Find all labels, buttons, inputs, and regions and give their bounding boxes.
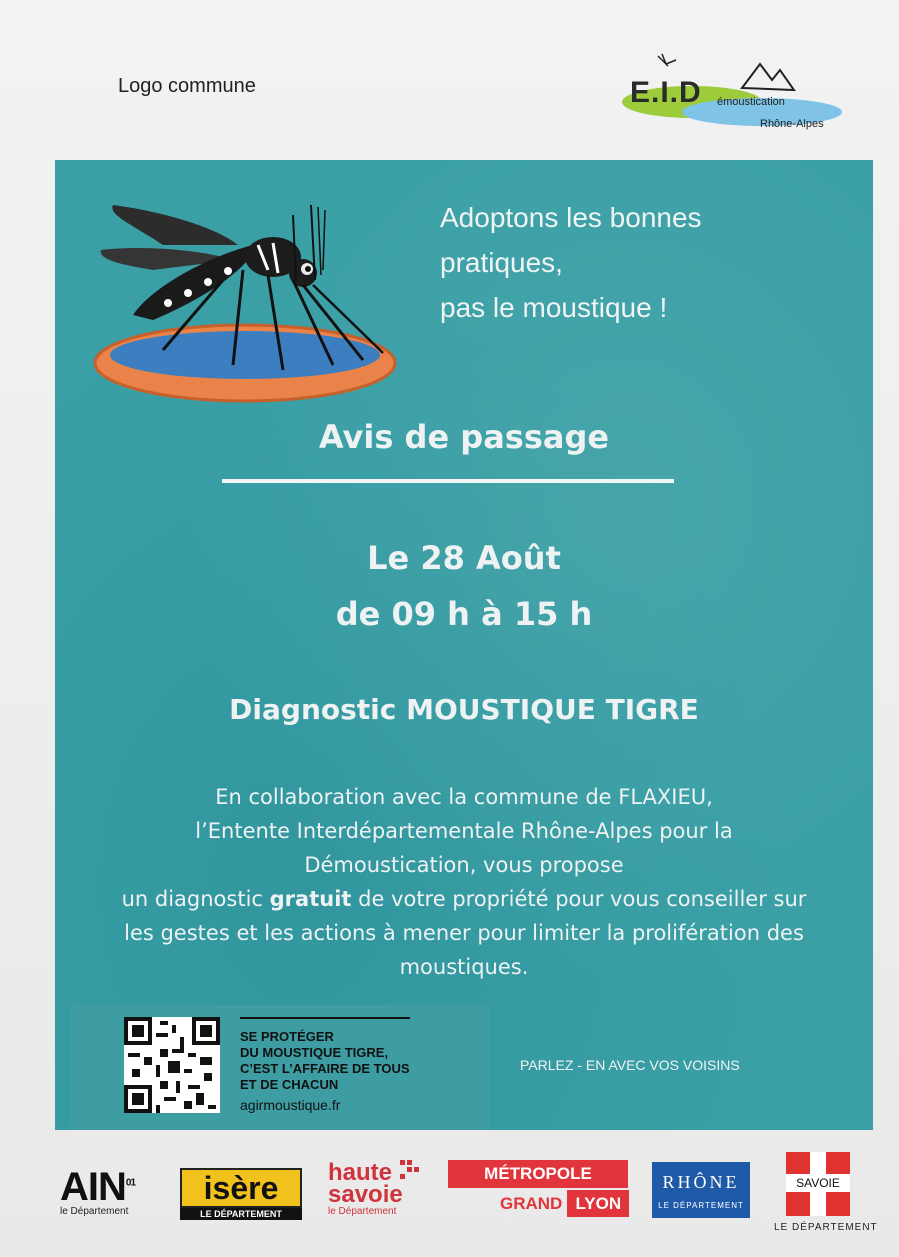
rhone-name: RHÔNE bbox=[662, 1172, 740, 1192]
slogan-line: Adoptons les bonnes bbox=[440, 202, 702, 233]
body-emphasis: gratuit bbox=[269, 887, 352, 911]
partner-logos bbox=[0, 1140, 899, 1240]
isere-name: isère bbox=[180, 1168, 302, 1208]
eid-logo-sub: émoustication bbox=[717, 96, 785, 108]
tagline-line: DU MOUSTIQUE TIGRE, bbox=[240, 1045, 389, 1060]
body-text: de votre propriété pour vous conseiller sur bbox=[351, 887, 807, 911]
eid-logo bbox=[622, 50, 847, 140]
campaign-tagline bbox=[240, 1029, 410, 1093]
ain-dept: le Département bbox=[60, 1206, 129, 1217]
rhone-box bbox=[652, 1162, 750, 1218]
haute-savoie-dept: le Département bbox=[328, 1206, 397, 1217]
slogan bbox=[440, 195, 840, 330]
date-block bbox=[55, 530, 873, 642]
neighbors-note: PARLEZ - EN AVEC VOS VOISINS bbox=[520, 1057, 740, 1073]
isere-logo bbox=[180, 1168, 302, 1220]
ain-logo bbox=[60, 1165, 135, 1217]
savoie-logo bbox=[774, 1152, 878, 1233]
eid-logo-region: Rhône-Alpes bbox=[760, 118, 824, 130]
ain-logo-name bbox=[60, 1165, 135, 1210]
haute-savoie-line1: haute bbox=[328, 1159, 393, 1186]
body-paragraph bbox=[55, 780, 873, 984]
tagline-rule bbox=[240, 1017, 410, 1019]
eid-logo-main: E.I.D bbox=[630, 76, 702, 109]
body-line bbox=[55, 882, 873, 916]
rhone-dept: LE DÉPARTEMENT bbox=[658, 1201, 744, 1210]
isere-dept: LE DÉPARTEMENT bbox=[180, 1208, 302, 1220]
qr-code-icon[interactable] bbox=[124, 1017, 220, 1113]
savoie-name: SAVOIE bbox=[786, 1174, 850, 1192]
haute-savoie-cross-icon bbox=[400, 1160, 420, 1180]
tagline-line: SE PROTÉGER bbox=[240, 1029, 334, 1044]
ain-number: 01 bbox=[125, 1177, 136, 1189]
body-line: l’Entente Interdépartementale Rhône-Alpes pour la bbox=[195, 819, 733, 843]
body-line: moustiques. bbox=[399, 955, 529, 979]
haute-savoie-line2: savoie bbox=[328, 1181, 403, 1208]
campaign-website-link[interactable]: agirmoustique.fr bbox=[240, 1097, 341, 1113]
slogan-line: pratiques, bbox=[440, 247, 563, 278]
time-line: de 09 h à 15 h bbox=[335, 595, 593, 633]
haute-savoie-logo bbox=[328, 1159, 403, 1217]
date-line: Le 28 Août bbox=[367, 539, 561, 577]
title-divider bbox=[222, 479, 674, 483]
commune-logo-placeholder: Logo commune bbox=[118, 75, 256, 97]
body-text: un diagnostic bbox=[121, 887, 270, 911]
body-line: Démoustication, vous propose bbox=[304, 853, 624, 877]
metropole-lyon-logo bbox=[448, 1160, 629, 1214]
campaign-box bbox=[70, 1005, 490, 1130]
tagline-line: ET DE CHACUN bbox=[240, 1077, 339, 1092]
rhone-logo bbox=[652, 1162, 750, 1218]
savoie-dept: LE DÉPARTEMENT bbox=[774, 1222, 878, 1233]
subject-heading: Diagnostic MOUSTIQUE TIGRE bbox=[229, 693, 699, 726]
poster-title: Avis de passage bbox=[318, 418, 610, 456]
poster-panel bbox=[55, 160, 873, 1130]
metropole-lyon: LYON bbox=[567, 1190, 629, 1217]
slogan-line: pas le moustique ! bbox=[440, 292, 668, 323]
body-line: En collaboration avec la commune de FLAXIEU, bbox=[215, 785, 713, 809]
tagline-line: C’EST L’AFFAIRE DE TOUS bbox=[240, 1061, 410, 1076]
metropole-grand: GRAND bbox=[500, 1194, 563, 1213]
savoie-cross-icon bbox=[786, 1152, 850, 1216]
metropole-top: MÉTROPOLE bbox=[448, 1160, 628, 1188]
tiger-mosquito-icon bbox=[93, 185, 413, 415]
metropole-bottom bbox=[448, 1194, 629, 1214]
body-line: les gestes et les actions à mener pour limiter la prolifération des bbox=[124, 921, 804, 945]
ain-name: AIN bbox=[60, 1165, 126, 1209]
